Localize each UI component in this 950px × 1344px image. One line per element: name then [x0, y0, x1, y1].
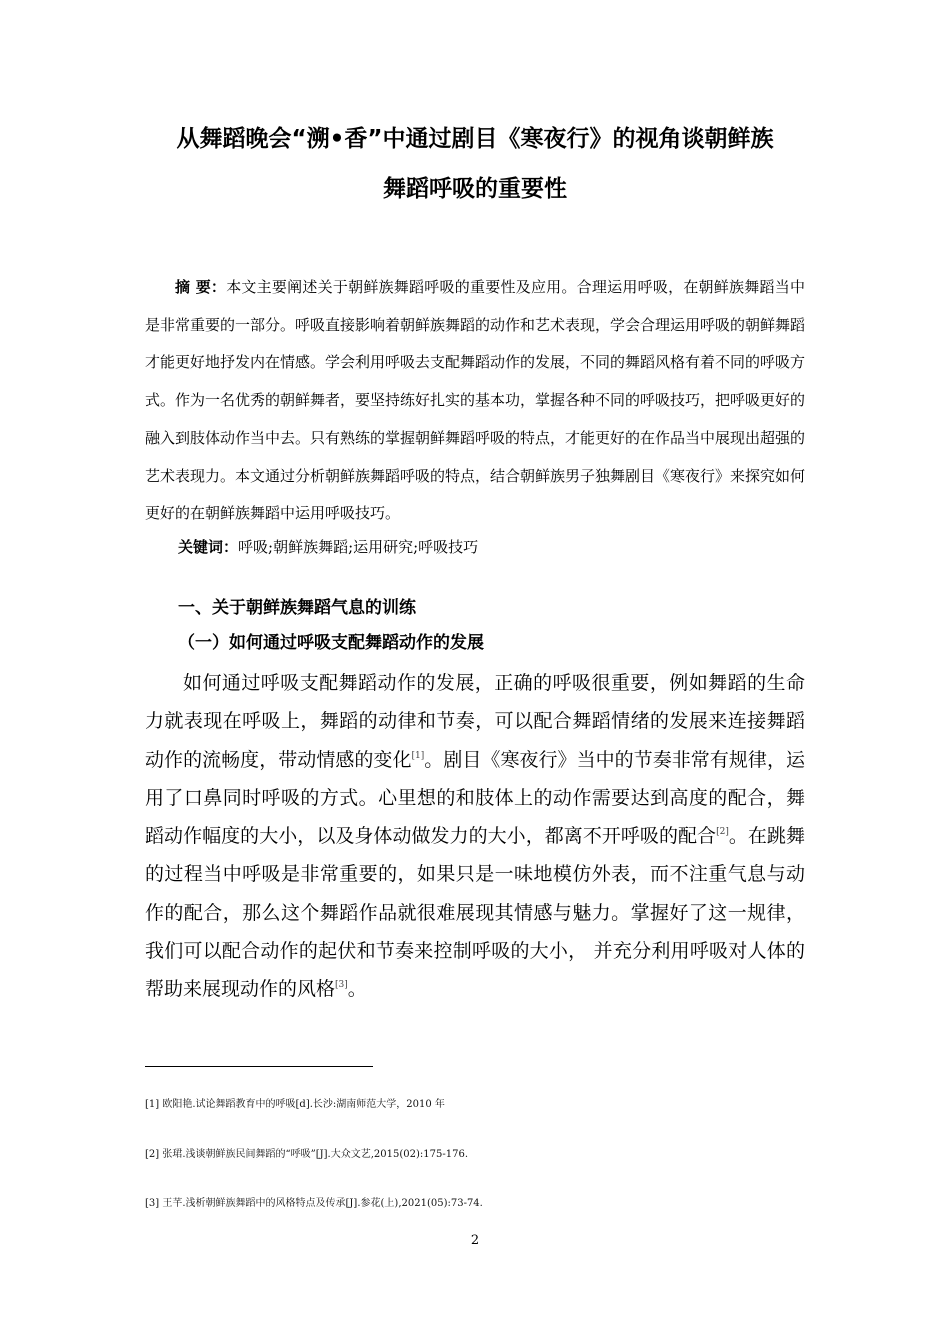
page-number: 2	[470, 1233, 480, 1248]
footnote-3: [3] 王芊.浅析朝鲜族舞蹈中的风格特点及传承[J].参花(上),2021(05):73-74.	[145, 1198, 483, 1209]
body-text-segment: 。在跳舞的过程当中呼吸是非常重要的，如果只是一味地模仿外表，而不注重气息与动作的配合，那么这个舞蹈作品就很难展现其情感与魅力。掌握好了这一规律，我们可以配合动作的起伏和节奏来控制呼吸的大小， 并充分利用呼吸对人体的帮助来展现动作的风格	[145, 825, 805, 1001]
abstract-label: 摘 要：	[175, 278, 227, 296]
body-text-segment: 。剧目《寒夜行》当中的节奏非常有规律，运用了口鼻同时呼吸的方式。心里想的和肢体上的动作需要达到高度的配合，舞蹈动作幅度的大小，以及身体动做发力的大小，都离不开呼吸的配合	[145, 748, 805, 848]
keywords-label: 关键词：	[178, 538, 239, 556]
body-text-segment: 如何通过呼吸支配舞蹈动作的发展，正确的呼吸很重要，例如舞蹈的生命力就表现在呼吸上，舞蹈的动律和节奏，可以配合舞蹈情绪的发展来连接舞蹈动作的流畅度，带动情感的变化	[145, 672, 805, 771]
body-text-segment: 。	[347, 978, 367, 1001]
paper-title-line-1: 从舞蹈晚会“溯•香”中通过剧目《寒夜行》的视角谈朝鲜族	[176, 126, 774, 152]
footnote-divider	[145, 1066, 373, 1067]
citation-3[interactable]: [3]	[335, 980, 348, 991]
citation-2[interactable]: [2]	[716, 827, 729, 838]
section-heading: 一、关于朝鲜族舞蹈气息的训练	[178, 598, 416, 618]
citation-1[interactable]: [1]	[411, 750, 425, 761]
footnote-2: [2] 张珺.浅谈朝鲜族民间舞蹈的“呼吸”[J].大众文艺,2015(02):175-176.	[145, 1149, 468, 1160]
subsection-heading: （一）如何通过呼吸支配舞蹈动作的发展	[178, 633, 484, 653]
abstract-text: 本文主要阐述关于朝鲜族舞蹈呼吸的重要性及应用。合理运用呼吸，在朝鲜族舞蹈当中是非常重要的一部分。呼吸直接影响着朝鲜族舞蹈的动作和艺术表现，学会合理运用呼吸的朝鲜舞蹈才能更好地抒发内在情感。学会利用呼吸去支配舞蹈动作的发展，不同的舞蹈风格有着不同的呼吸方式。作为一名优秀的朝鲜舞者，要坚持练好扎实的基本功，掌握各种不同的呼吸技巧，把呼吸更好的融入到肢体动作当中去。只有熟练的掌握朝鲜舞蹈呼吸的特点，才能更好的在作品当中展现出超强的艺术表现力。本文通过分析朝鲜族舞蹈呼吸的特点，结合朝鲜族男子独舞剧目《寒夜行》来探究如何更好的在朝鲜族舞蹈中运用呼吸技巧。	[145, 278, 806, 523]
keywords	[178, 532, 478, 562]
paper-title-line-2: 舞蹈呼吸的重要性	[383, 176, 567, 202]
body-paragraph	[145, 664, 805, 1009]
abstract	[145, 269, 805, 533]
footnote-1: [1] 欧阳艳.试论舞蹈教育中的呼吸[d].长沙:湖南师范大学，2010 年	[145, 1099, 445, 1110]
keywords-text: 呼吸;朝鲜族舞蹈;运用研究;呼吸技巧	[238, 538, 479, 556]
